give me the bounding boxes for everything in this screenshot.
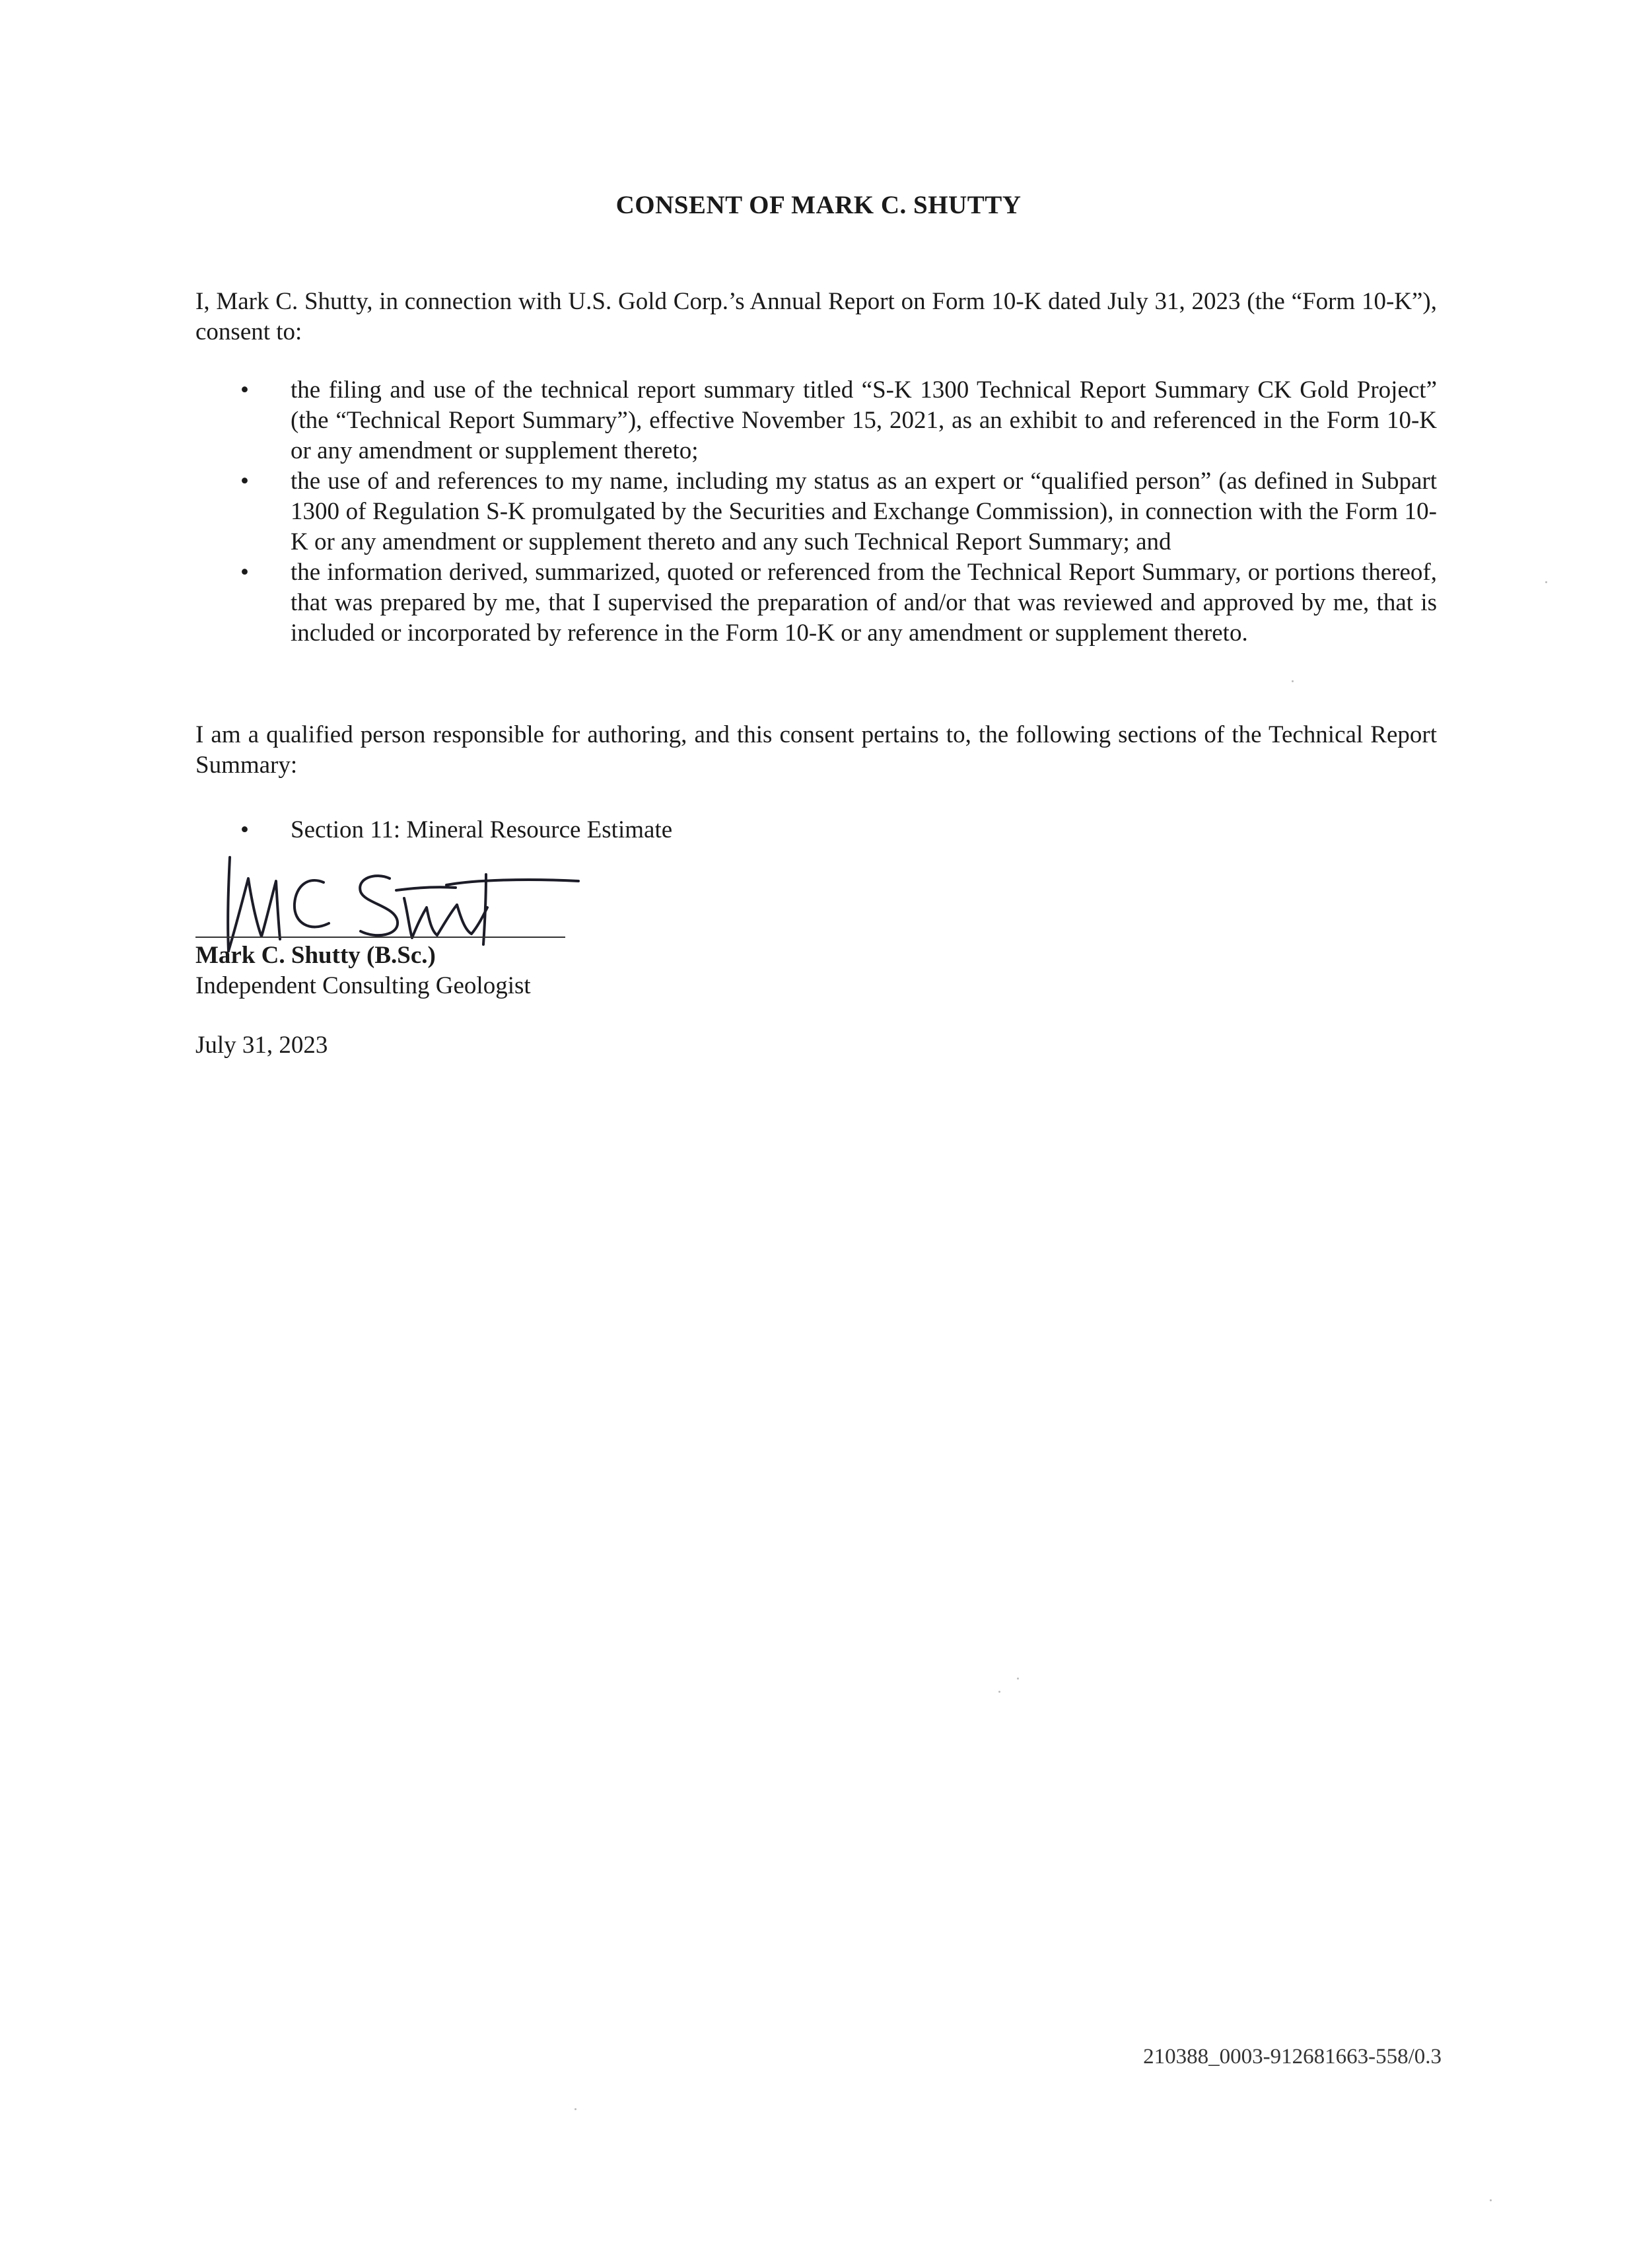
scan-speck bbox=[1490, 2199, 1492, 2201]
bullet-icon: • bbox=[240, 816, 249, 843]
scan-speck bbox=[575, 2108, 576, 2110]
document-date: July 31, 2023 bbox=[195, 1032, 328, 1059]
scan-speck bbox=[1545, 581, 1547, 583]
list-item bbox=[195, 815, 1437, 845]
sections-list bbox=[195, 815, 1437, 845]
signer-title: Independent Consulting Geologist bbox=[195, 972, 531, 999]
intro-paragraph: I, Mark C. Shutty, in connection with U.S. Gold Corp.’s Annual Report on Form 10-K dated July 31, 2023 (the “Form 10-K”), consent to: bbox=[195, 288, 1437, 345]
scan-speck bbox=[1292, 680, 1294, 682]
signature-line bbox=[195, 937, 565, 938]
consent-item-text: the information derived, summarized, quoted or referenced from the Technical Report Summary, or portions thereof, that was prepared by me, that I supervised the preparation of and/or that was reviewed and approved by me, that is included or incorporated by reference in the Form 10-K or any amendment or supplement thereto. bbox=[291, 559, 1437, 647]
document-title: CONSENT OF MARK C. SHUTTY bbox=[615, 191, 1022, 219]
document-id: 210388_0003-912681663-558/0.3 bbox=[1143, 2045, 1442, 2069]
qualified-person-paragraph: I am a qualified person responsible for authoring, and this consent pertains to, the following sections of the Technical Report Summary: bbox=[195, 721, 1437, 779]
bullet-icon: • bbox=[240, 559, 249, 586]
scan-speck bbox=[1017, 1678, 1019, 1680]
signer-name: Mark C. Shutty (B.Sc.) bbox=[195, 942, 436, 969]
bullet-icon: • bbox=[240, 376, 249, 404]
section-item-text: Section 11: Mineral Resource Estimate bbox=[291, 816, 673, 843]
bullet-icon: • bbox=[240, 468, 249, 495]
consent-item-text: the filing and use of the technical report summary titled “S-K 1300 Technical Report Summary CK Gold Project” (the “Technical Report Summary”), effective November 15, 2021, as an exhibit to and referenced in the Form 10-K or any amendment or supplement thereto; bbox=[291, 376, 1437, 464]
list-item bbox=[195, 375, 1437, 466]
consent-list bbox=[195, 375, 1437, 649]
consent-item-text: the use of and references to my name, including my status as an expert or “qualified person” (as defined in Subpart 1300 of Regulation S-K promulgated by the Securities and Exchange Commission), in connection with the Form 10-K or any amendment or supplement thereto and any such Technical Report Summary; and bbox=[291, 468, 1437, 555]
scan-speck bbox=[998, 1691, 1000, 1693]
list-item bbox=[195, 466, 1437, 557]
list-item bbox=[195, 557, 1437, 649]
